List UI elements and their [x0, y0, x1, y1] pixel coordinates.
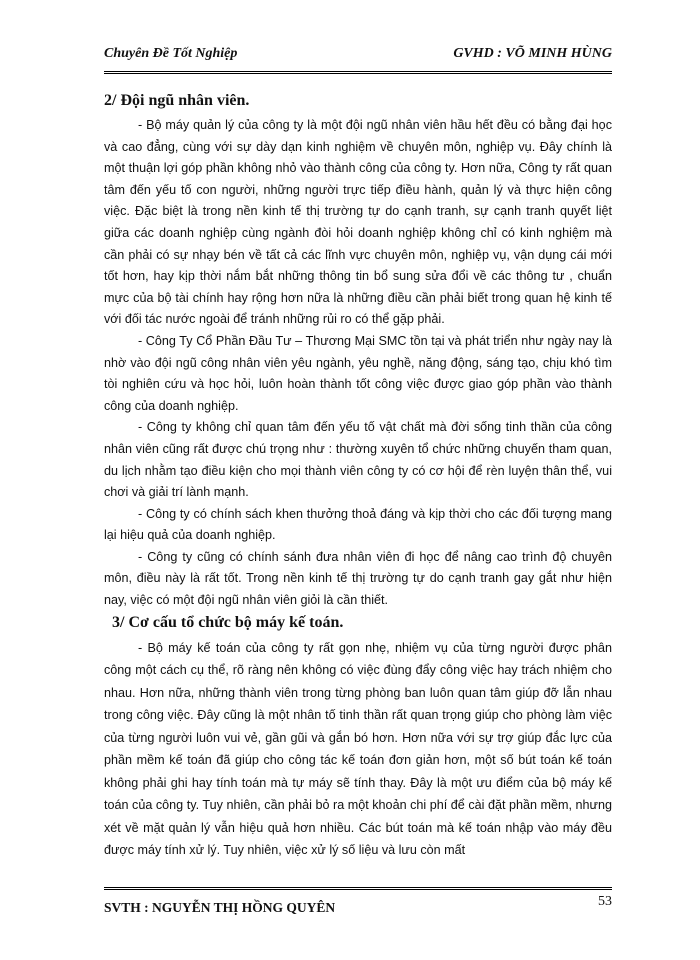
paragraph: - Công ty có chính sách khen thưởng thoả đáng và kịp thời cho các đối tượng mang lại hiệu quả của doanh nghiệp. [104, 506, 612, 543]
page-header [104, 44, 612, 74]
section-heading-accounting: 3/ Cơ cấu tổ chức bộ máy kế toán. [112, 613, 344, 631]
header-advisor: GVHD : VÕ MINH HÙNG [453, 46, 612, 61]
footer-student: SVTH : NGUYỄN THỊ HỒNG QUYÊN [104, 900, 336, 915]
header-title: Chuyên Đề Tốt Nghiệp [104, 46, 238, 61]
section-heading-staff: 2/ Đội ngũ nhân viên. [104, 92, 250, 109]
page-footer [104, 887, 612, 923]
paragraph: - Công ty không chỉ quan tâm đến yếu tố vật chất mà đời sống tinh thần của công nhân viên cũng rất được chú trọng như : thường xuyên tổ chức những chuyến tham quan, du lịch nhằm tạo điều kiện cho mọi thành viên công ty có cơ hội để rèn luyện thân thể, vui chơi và giải trí lành mạnh. [104, 420, 612, 500]
page-number: 53 [598, 894, 612, 909]
paragraph: - Bộ máy quản lý của công ty là một đội ngũ nhân viên hầu hết đều có bằng đại học và cao đẳng, cùng với sự dày dạn kinh nghiệm về chuyên môn, nghiệp vụ. Đây chính là một thuận lợi góp phần không nhỏ vào thành công của công ty. Hơn nữa, Công ty rất quan tâm đến yếu tố con người, những người trực tiếp điều hành, quản lý và thực hiện công việc. Đặc biệt là trong nền kinh tế thị trường tự do cạnh tranh, sự cạnh tranh quyết liệt giữa các doanh nghiệp cùng ngành đòi hỏi doanh nghiệp không chỉ có kinh nghiệm mà cần phải có sự nhạy bén về tất cả các lĩnh vực chuyên môn, nghiệp vụ, vận dụng cái mới tốt hơn, hay kịp thời nắm bắt những thông tin bổ sung sửa đổi về các thông tư , chuẩn mực của bộ tài chính hay rộng hơn nữa là những điều cần phải biết trong quan hệ kinh tế với đối tác nước ngoài để tránh những rủi ro có thể gặp phải. [104, 118, 612, 327]
paragraph: - Bộ máy kế toán của công ty rất gọn nhẹ, nhiệm vụ của từng người được phân công một cách cụ thể, rõ ràng nên không có việc đùng đẩy công việc hay trách nhiệm cho nhau. Hơn nữa, những thành viên trong từng phòng ban luôn quan tâm giúp đỡ lẫn nhau trong công việc. Đây cũng là một nhân tố tinh thần rất quan trọng giúp cho phòng làm việc của từng người luôn vui vẻ, gần gũi và gắn bó hơn. Hơn nữa với sự trợ giúp đắc lực của phần mềm kế toán đã giúp cho công tác kế toán đơn giản hơn, một số bút toán kế toán không phải ghi hay tính toán mà tự máy sẽ tính thay. Đây là một ưu điểm của bộ máy kế toán của công ty. Tuy nhiên, cần phải bỏ ra một khoản chi phí để cài đặt phần mềm, nhưng xét về mặt quản lý vẫn hiệu quả hơn nhiều. Các bút toán mà kế toán nhập vào máy đều được máy tính xử lý. Tuy nhiên, việc xử lý số liệu và lưu còn mất [104, 640, 612, 858]
paragraph: - Công Ty Cổ Phần Đầu Tư – Thương Mại SMC tồn tại và phát triển như ngày nay là nhờ vào đội ngũ công nhân viên yêu ngành, yêu nghề, năng động, sáng tạo, chịu khó tìm tòi nghiên cứu và học hỏi, luôn hoàn thành tốt công việc được giao góp phần vào thành công của doanh nghiệp. [104, 333, 612, 413]
page-body [104, 88, 612, 862]
paragraph: - Công ty cũng có chính sánh đưa nhân viên đi học để nâng cao trình độ chuyên môn, điều này là rất tốt. Trong nền kinh tế thị trường tự do cạnh tranh gay gắt như hiện nay, việc có một đội ngũ nhân viên giỏi là cần thiết. [104, 549, 612, 608]
